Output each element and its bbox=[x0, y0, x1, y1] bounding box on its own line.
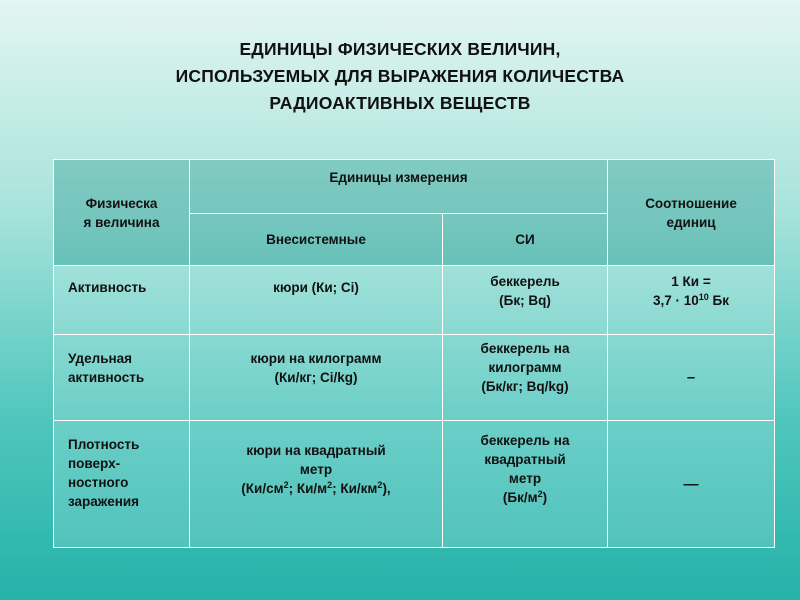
row-activity-nonsystem bbox=[190, 266, 443, 335]
table-row bbox=[54, 335, 775, 421]
ratio-unit: Бк bbox=[708, 293, 730, 308]
si-text-line-1: беккерель bbox=[490, 274, 560, 289]
quantity-text-line-2: активность bbox=[68, 370, 145, 385]
ratio-mantissa: 3,7 · 10 bbox=[653, 293, 699, 308]
unit-part: (Ки/см bbox=[241, 481, 284, 496]
row-specific-quantity bbox=[54, 335, 190, 421]
quantity-text-line-3: ностного bbox=[68, 475, 129, 490]
row-specific-si bbox=[443, 335, 608, 421]
unit-part: ), bbox=[382, 481, 391, 496]
si-text-line-4 bbox=[443, 488, 607, 507]
row-activity-quantity bbox=[54, 266, 190, 335]
si-text-line-2: квадратный bbox=[484, 452, 566, 467]
row-density-si bbox=[443, 421, 608, 548]
nonsystem-text: кюри (Ки; Ci) bbox=[273, 280, 359, 295]
unit-part: ; Ки/м bbox=[288, 481, 328, 496]
si-text-line-1: беккерель на bbox=[480, 341, 570, 356]
quantity-text: Активность bbox=[68, 280, 147, 295]
header-units-label: Единицы измерения bbox=[329, 170, 468, 185]
si-text-line-2: килограмм bbox=[488, 360, 562, 375]
header-ratio-line-2: единиц bbox=[666, 214, 716, 230]
row-activity-si bbox=[443, 266, 608, 335]
unit-exponent: 2 bbox=[377, 480, 383, 490]
unit-part: ) bbox=[542, 490, 548, 505]
unit-part: ; Ки/км bbox=[332, 481, 378, 496]
si-text-line-3: метр bbox=[508, 471, 542, 486]
ratio-dash: — bbox=[683, 475, 699, 493]
header-quantity-line-1: Физическа bbox=[85, 195, 158, 211]
header-si-cell bbox=[443, 214, 608, 266]
si-text-line-2: (Бк; Bq) bbox=[499, 293, 551, 308]
row-specific-ratio bbox=[608, 335, 775, 421]
page-title bbox=[0, 36, 800, 117]
nonsystem-text-line-1: кюри на квадратный bbox=[246, 443, 386, 458]
header-ratio-line-1: Соотношение bbox=[645, 195, 737, 211]
quantity-text-line-4: заражения bbox=[68, 494, 140, 509]
row-activity-ratio bbox=[608, 266, 775, 335]
nonsystem-text-line-3 bbox=[190, 479, 442, 498]
unit-part: (Бк/м bbox=[502, 490, 538, 505]
ratio-dash: – bbox=[686, 369, 696, 386]
unit-exponent: 2 bbox=[283, 480, 289, 490]
ratio-text-line-2 bbox=[608, 291, 774, 310]
header-nonsystem-label: Внесистемные bbox=[266, 232, 366, 247]
title-line-3: РАДИОАКТИВНЫХ ВЕЩЕСТВ bbox=[269, 93, 531, 113]
header-units-cell bbox=[190, 160, 608, 214]
ratio-text-line-1: 1 Ки = bbox=[671, 274, 711, 289]
title-line-1: ЕДИНИЦЫ ФИЗИЧЕСКИХ ВЕЛИЧИН, bbox=[239, 39, 561, 59]
si-text-line-3: (Бк/кг; Bq/kg) bbox=[481, 379, 569, 394]
header-si-label: СИ bbox=[515, 232, 535, 247]
title-line-2: ИСПОЛЬЗУЕМЫХ ДЛЯ ВЫРАЖЕНИЯ КОЛИЧЕСТВА bbox=[175, 66, 625, 86]
unit-exponent: 2 bbox=[537, 489, 543, 499]
unit-exponent: 2 bbox=[327, 480, 333, 490]
ratio-exponent: 10 bbox=[698, 292, 709, 302]
header-nonsystem-cell bbox=[190, 214, 443, 266]
si-text-line-1: беккерель на bbox=[480, 433, 570, 448]
nonsystem-text-line-2: метр bbox=[299, 462, 333, 477]
table-row bbox=[54, 421, 775, 548]
nonsystem-text-line-1: кюри на килограмм bbox=[250, 351, 382, 366]
quantity-text-line-1: Удельная bbox=[68, 351, 133, 366]
table-row bbox=[54, 266, 775, 335]
row-density-ratio bbox=[608, 421, 775, 548]
nonsystem-text-line-2: (Ки/кг; Ci/kg) bbox=[274, 370, 358, 385]
header-ratio-cell bbox=[608, 160, 775, 266]
row-specific-nonsystem bbox=[190, 335, 443, 421]
quantity-text-line-2: поверх- bbox=[68, 456, 121, 471]
row-density-nonsystem bbox=[190, 421, 443, 548]
quantity-text-line-1: Плотность bbox=[68, 437, 140, 452]
header-quantity-cell bbox=[54, 160, 190, 266]
header-quantity-line-2: я величина bbox=[83, 214, 160, 230]
units-table bbox=[53, 159, 775, 548]
row-density-quantity bbox=[54, 421, 190, 548]
